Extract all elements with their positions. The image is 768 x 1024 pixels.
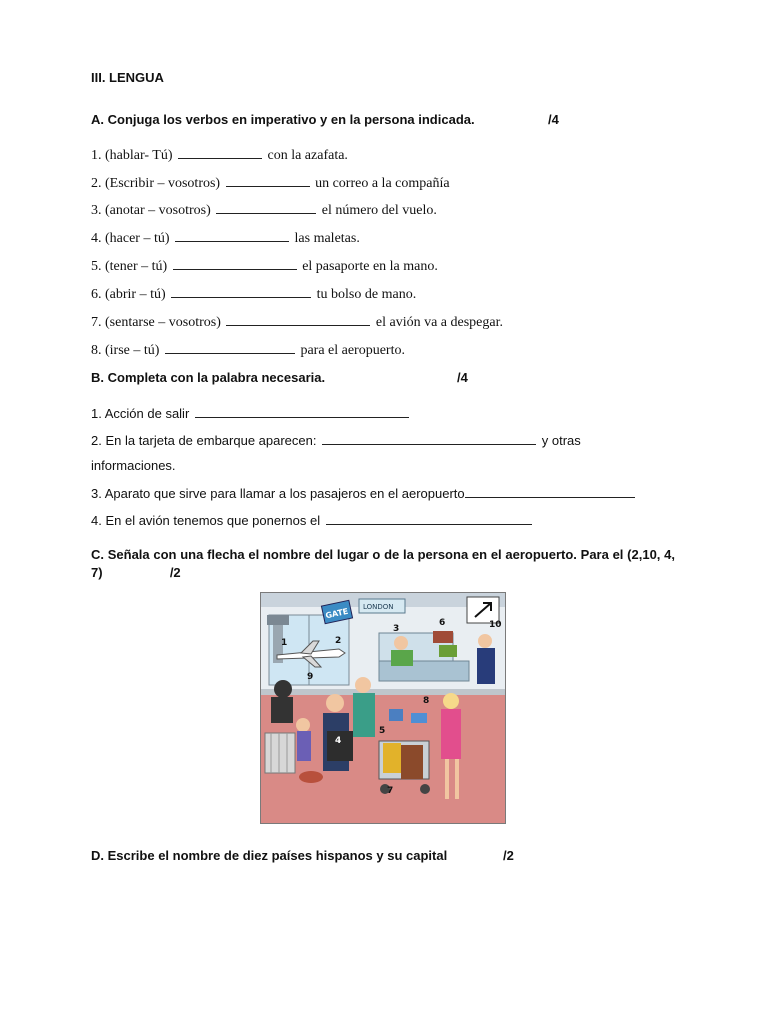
part-a-item-1: 1. (hablar- Tú) con la azafata. [91, 148, 348, 163]
part-d-score: /2 [503, 848, 514, 863]
answer-blank[interactable] [165, 341, 295, 354]
svg-text:10: 10 [489, 620, 502, 630]
part-a-item-6: 6. (abrir – tú) tu bolso de mano. [91, 287, 417, 302]
part-a-heading: A. Conjuga los verbos en imperativo y en la persona indicada. [91, 112, 475, 127]
part-b-item-2-continued: informaciones. [91, 458, 176, 473]
answer-blank[interactable] [173, 257, 297, 270]
answer-blank[interactable] [216, 201, 316, 214]
airport-illustration [260, 592, 506, 824]
svg-text:GATE: GATE [324, 606, 350, 621]
part-a-item-7: 7. (sentarse – vosotros) el avión va a despegar. [91, 315, 503, 330]
part-b-item-1: 1. Acción de salir [91, 405, 411, 421]
part-d-heading: D. Escribe el nombre de diez países hispanos y su capital [91, 848, 448, 863]
answer-blank[interactable] [226, 174, 310, 187]
svg-text:1: 1 [281, 638, 288, 648]
svg-text:9: 9 [307, 672, 314, 682]
part-b-score: /4 [457, 370, 468, 385]
part-a-item-8: 8. (irse – tú) para el aeropuerto. [91, 343, 405, 358]
answer-blank[interactable] [171, 285, 311, 298]
svg-text:6: 6 [439, 618, 446, 628]
part-a-item-2: 2. (Escribir – vosotros) un correo a la compañía [91, 176, 450, 191]
part-c-heading: C. Señala con una flecha el nombre del lugar o de la persona en el aeropuerto. Para el (2,10, 4, 7) /2 [91, 547, 675, 580]
svg-text:5: 5 [379, 726, 386, 736]
section-title: III. LENGUA [91, 70, 164, 85]
part-a-score: /4 [548, 112, 559, 127]
part-b-item-2: 2. En la tarjeta de embarque aparecen: y otras [91, 433, 581, 448]
part-b-heading: B. Completa con la palabra necesaria. [91, 370, 326, 385]
part-a-item-5: 5. (tener – tú) el pasaporte en la mano. [91, 259, 438, 274]
part-a-item-3: 3. (anotar – vosotros) el número del vuelo. [91, 203, 437, 218]
svg-text:4: 4 [335, 736, 342, 746]
answer-blank[interactable] [226, 313, 370, 326]
london-sign [359, 599, 405, 613]
svg-text:7: 7 [387, 786, 394, 796]
answer-blank[interactable] [326, 512, 532, 525]
part-b-item-4: 4. En el avión tenemos que ponernos el [91, 512, 534, 528]
svg-text:3: 3 [393, 624, 400, 634]
svg-text:2: 2 [335, 636, 342, 646]
answer-blank[interactable] [322, 432, 536, 445]
part-c-score: /2 [169, 565, 181, 580]
answer-blank[interactable] [178, 146, 262, 159]
svg-text:LONDON: LONDON [363, 603, 394, 611]
answer-blank[interactable] [195, 405, 409, 418]
svg-text:8: 8 [423, 696, 430, 706]
part-b-item-3: 3. Aparato que sirve para llamar a los pasajeros en el aeropuerto [91, 485, 637, 501]
part-a-item-4: 4. (hacer – tú) las maletas. [91, 231, 360, 246]
answer-blank[interactable] [175, 229, 289, 242]
answer-blank[interactable] [465, 485, 635, 498]
